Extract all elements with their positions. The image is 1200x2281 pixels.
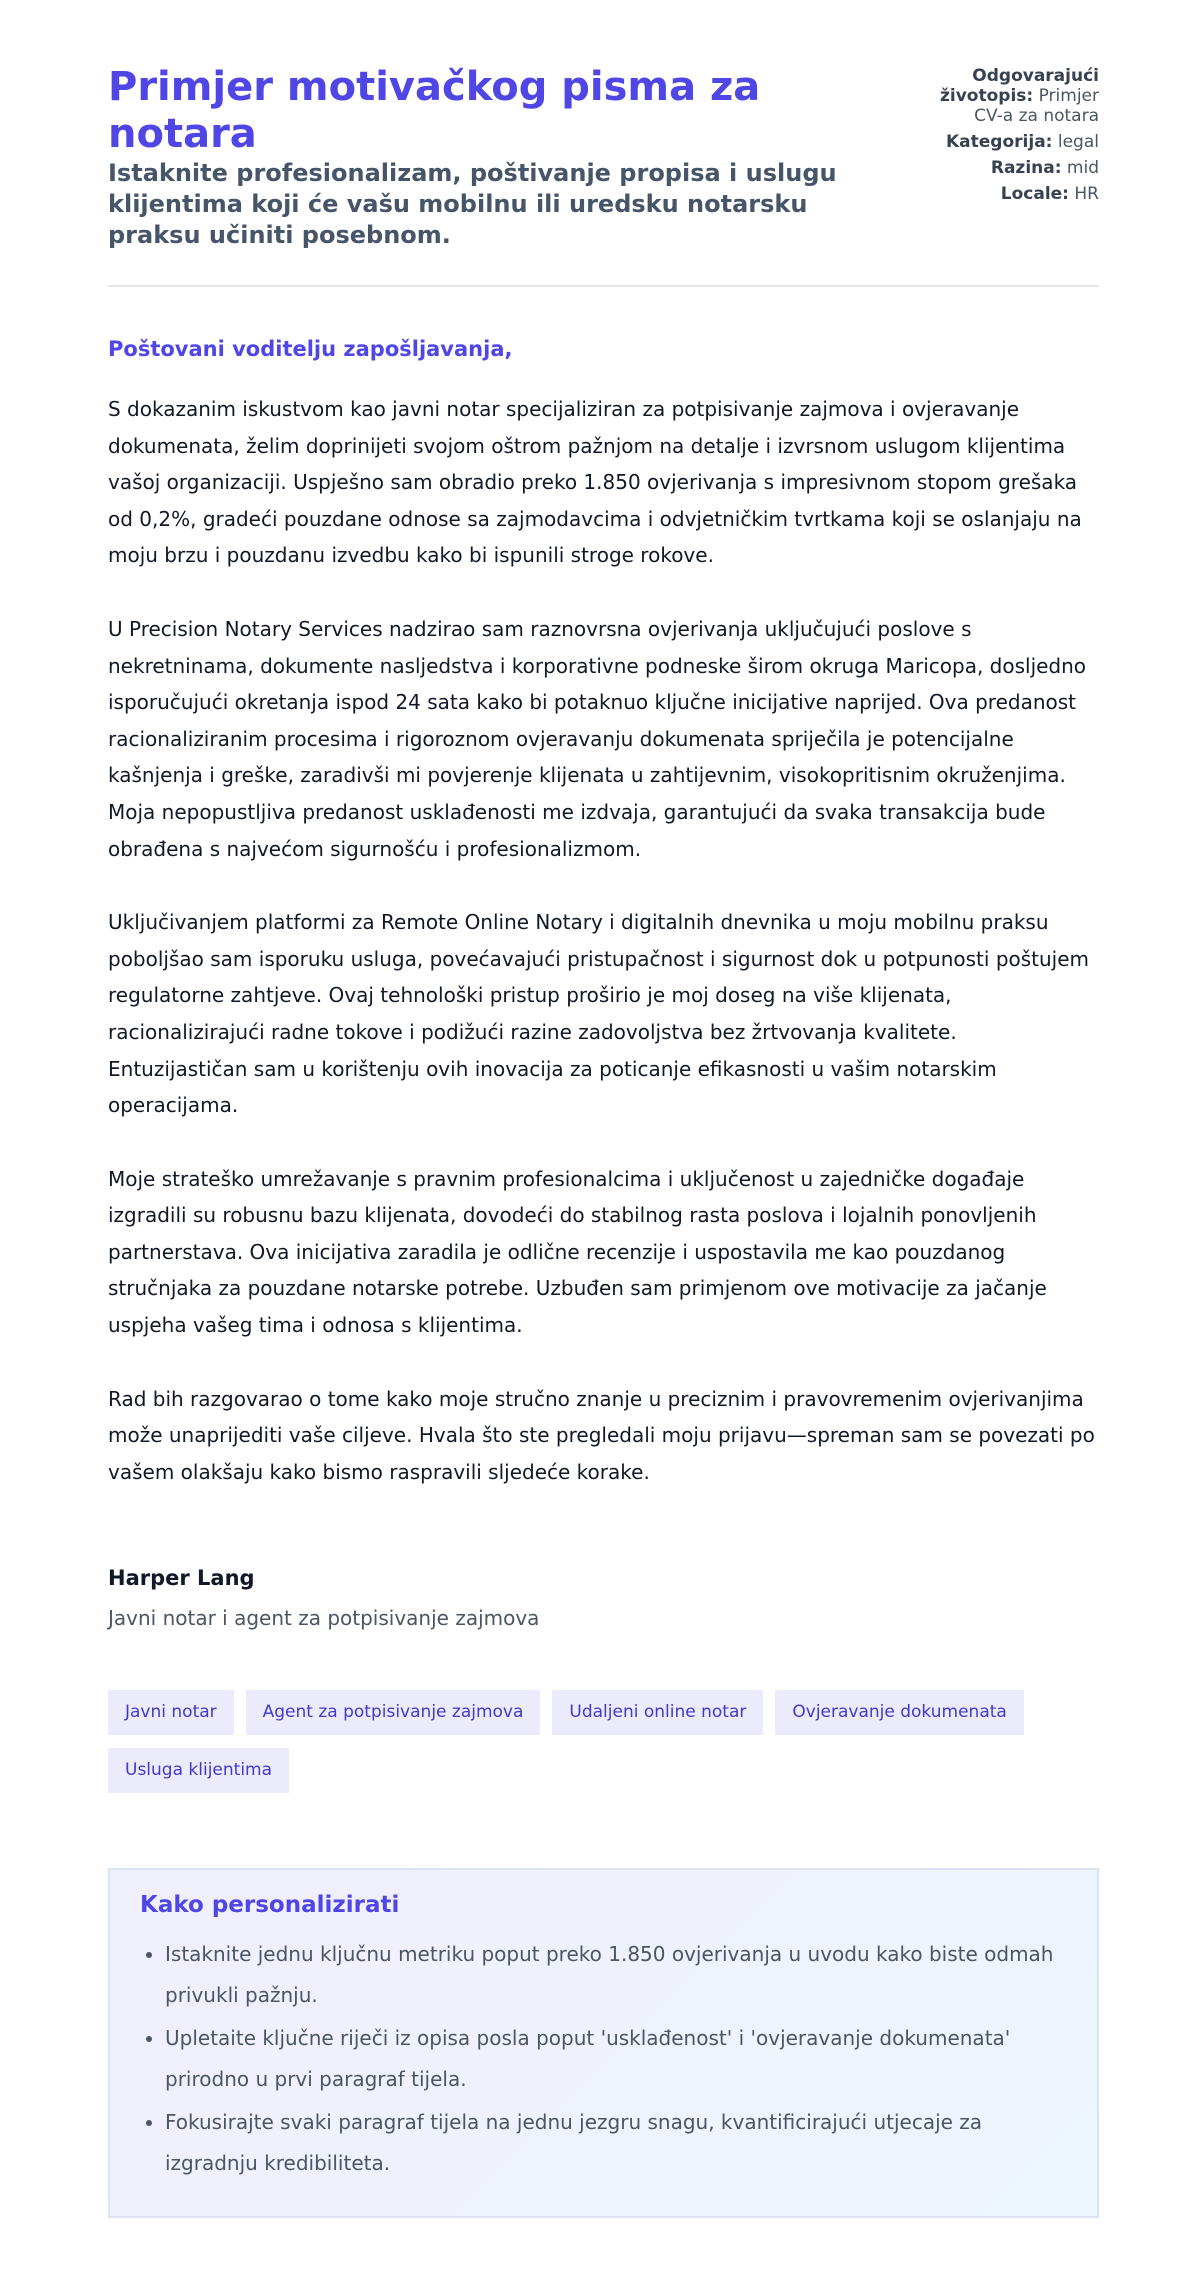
- tip-item: • Fokusirajte svaki paragraf tijela na jednu jezgru snagu, kvantificirajući utjecaje za izgradnju kredibiliteta.: [165, 2102, 1067, 2184]
- meta-info: [929, 66, 1099, 210]
- tag: Javni notar: [108, 1690, 234, 1735]
- paragraph: Moje strateško umrežavanje s pravnim profesionalcima i uključenost u zajedničke događaje izgradili su robusnu bazu klijenata, dovodeći do stabilnog rasta poslova i lojalnih ponovljenih partnerstava. Ova inicijativa zaradila je odlične recenzije i uspostavila me kao pouzdanog stručnjaka za pouzdane notarske potrebe. Uzbuđen sam primjenom ove motivacije za jačanje uspjeha vašeg tima i odnosa s klijentima.: [108, 1166, 1047, 1338]
- meta-value: mid: [1066, 158, 1099, 178]
- tag: Agent za potpisivanje zajmova: [246, 1690, 541, 1735]
- meta-value: Primjer CV-a za notara: [974, 86, 1099, 126]
- meta-category: [929, 132, 1099, 152]
- meta-value: HR: [1074, 184, 1099, 204]
- titles: [108, 64, 898, 251]
- paragraph: Uključivanjem platformi za Remote Online Notary i digitalnih dnevnika u moju mobilnu praksu poboljšao sam isporuku usluga, povećavajući pristupačnost i sigurnost dok u potpunosti poštujem regulatorne zahtjeve. Ovaj tehnološki pristup proširio je moj doseg na više klijenata, racionalizirajući radne tokove i podižući razine zadovoljstva bez žrtvovanja kvalitete. Entuzijastičan sam u korištenju ovih inovacija za poticanje efikasnosti u vašim notarskim operacijama.: [108, 910, 1090, 1118]
- meta-resume: [929, 66, 1099, 126]
- tag-list: [108, 1690, 1088, 1793]
- tag: Usluga klijentima: [108, 1748, 289, 1793]
- greeting: Poštovani voditelju zapošljavanja,: [108, 337, 513, 361]
- paragraph: Rad bih razgovarao o tome kako moje stručno znanje u preciznim i pravovremenim ovjerivanjima može unaprijediti vaše ciljeve. Hvala što ste pregledali moju prijavu—spreman sam se povezati po vašem olakšaju kako bismo raspravili sljedeće korake.: [108, 1386, 1095, 1484]
- signature: [108, 1566, 1099, 1630]
- header: [108, 64, 1099, 287]
- personalization-tips: [108, 1868, 1099, 2218]
- letter-body: [108, 391, 1099, 1490]
- signer-role: Javni notar i agent za potpisivanje zajmova: [108, 1606, 540, 1631]
- meta-value: legal: [1057, 132, 1099, 152]
- meta-label: Kategorija:: [946, 132, 1053, 152]
- meta-locale: [929, 184, 1099, 204]
- meta-label: Locale:: [1000, 184, 1069, 204]
- tag: Udaljeni online notar: [552, 1690, 763, 1735]
- meta-label: Razina:: [990, 158, 1062, 178]
- meta-level: [929, 158, 1099, 178]
- tag: Ovjeravanje dokumenata: [775, 1690, 1023, 1735]
- page-subtitle: Istaknite profesionalizam, poštivanje propisa i uslugu klijentima koji će vašu mobilnu ili uredsku notarsku praksu učiniti posebnom.: [108, 159, 837, 249]
- tip-item: • Upletaite ključne riječi iz opisa posla poput 'usklađenost' i 'ovjeravanje dokumenata' prirodno u prvi paragraf tijela.: [165, 2018, 1067, 2100]
- paragraph: S dokazanim iskustvom kao javni notar specijaliziran za potpisivanje zajmova i ovjeravanje dokumenata, želim doprinijeti svojom oštrom pažnjom na detalje i izvrsnom uslugom klijentima vašoj organizaciji. Uspješno sam obradio preko 1.850 ovjerivanja s impresivnom stopom grešaka od 0,2%, gradeći pouzdane odnose sa zajmodavcima i odvjetničkim tvrtkama koji se oslanjaju na moju brzu i pouzdanu izvedbu kako bi ispunili stroge rokove.: [108, 397, 1082, 568]
- tips-list: [140, 1934, 1067, 2184]
- page-title: Primjer motivačkog pisma za notara: [108, 64, 761, 157]
- tip-item: • Istaknite jednu ključnu metriku poput preko 1.850 ovjerivanja u uvodu kako biste odmah privukli pažnju.: [165, 1934, 1067, 2016]
- tips-title: Kako personalizirati: [140, 1892, 400, 1919]
- signer-name: Harper Lang: [108, 1566, 255, 1591]
- meta-label: Odgovarajući životopis:: [939, 66, 1099, 106]
- paragraph: U Precision Notary Services nadzirao sam raznovrsna ovjerivanja uključujući poslove s nekretninama, dokumente nasljedstva i korporativne podneske širom okruga Maricopa, dosljedno isporučujući okretanja ispod 24 sata kako bi potaknuo ključne inicijative naprijed. Ova predanost racionaliziranim procesima i rigoroznom ovjeravanju dokumenata spriječila je potencijalne kašnjenja i greške, zaradivši mi povjerenje klijenata u zahtijevnim, visokopritisnim okruženjima. Moja nepopustljiva predanost usklađenosti me izdvaja, garantujući da svaka transakcija bude obrađena s najvećom sigurnošću i profesionalizmom.: [108, 616, 1087, 861]
